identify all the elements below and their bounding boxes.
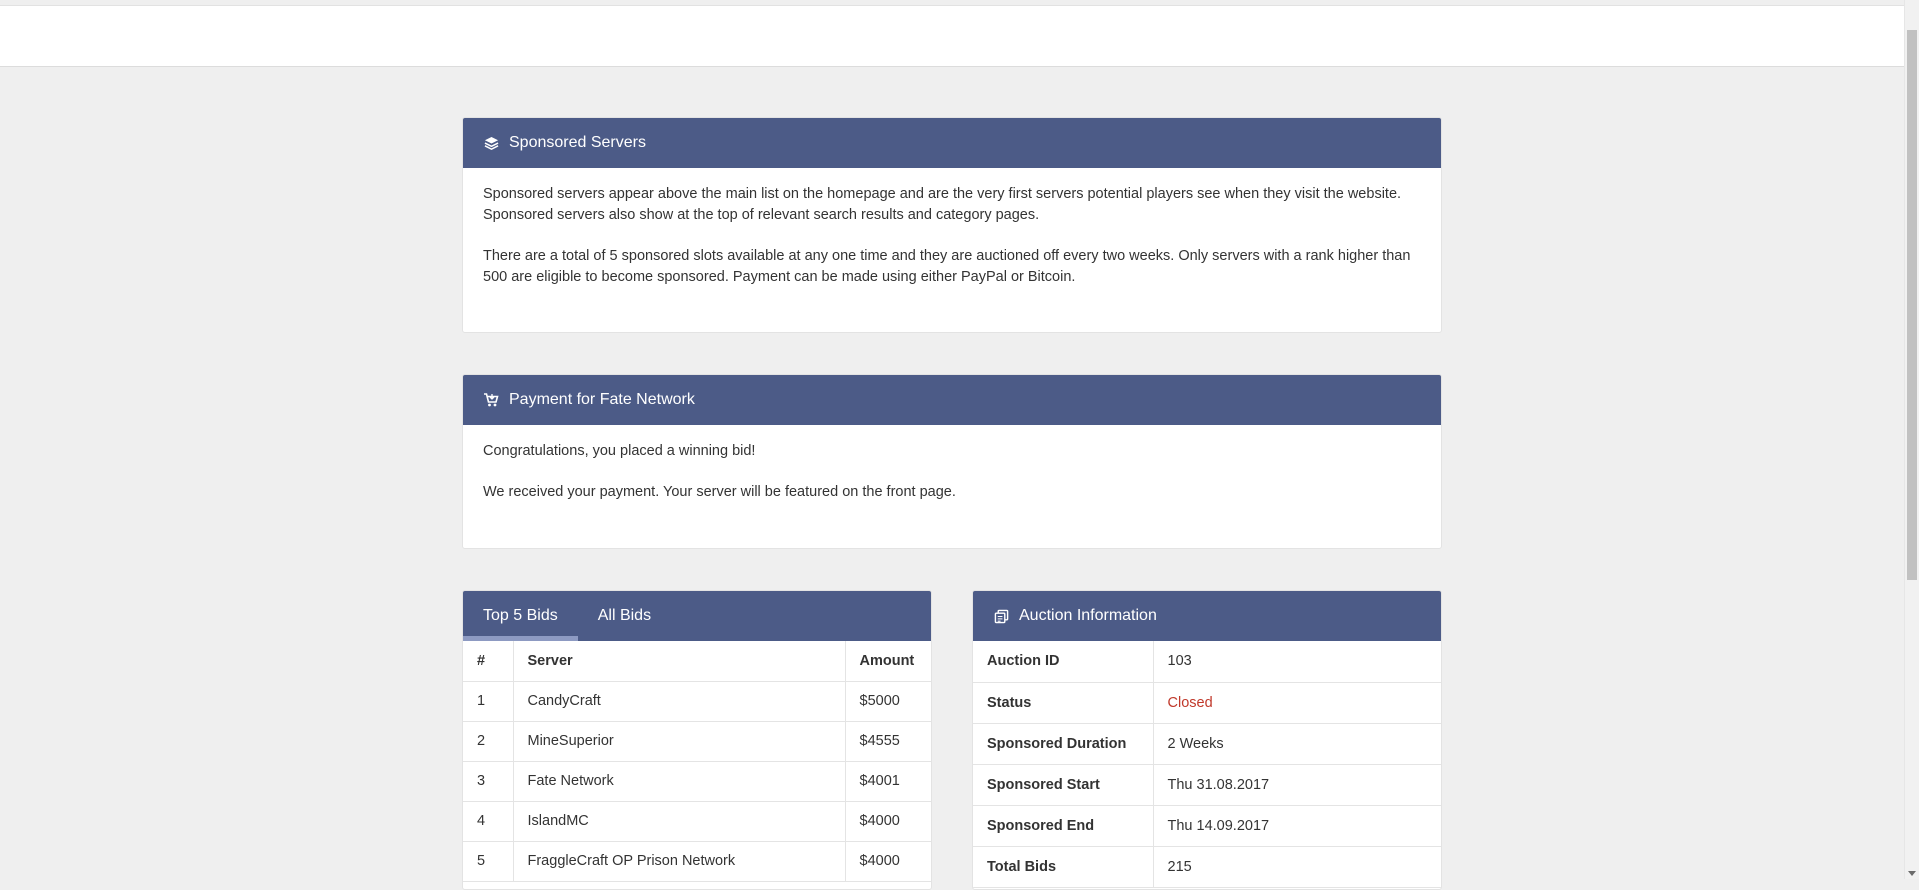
- status-value: Closed: [1153, 682, 1441, 723]
- col-amount: Amount: [845, 641, 931, 681]
- row-amount: $5000: [845, 681, 931, 721]
- info-label: Sponsored Start: [973, 764, 1153, 805]
- row-amount: $4000: [845, 841, 931, 881]
- table-row: [973, 805, 1441, 846]
- info-value: 103: [1153, 641, 1441, 682]
- col-rank: #: [463, 641, 513, 681]
- auction-information-panel: [972, 590, 1442, 890]
- panel-title: Auction Information: [1019, 607, 1157, 624]
- sponsored-slots-info: There are a total of 5 sponsored slots available at any one time and they are auctioned off every two weeks. Only servers with a rank higher than 500 are eligible to become sponsored. Payment can be made using either PayPal or Bitcoin.: [483, 248, 1411, 285]
- row-amount: $4000: [845, 801, 931, 841]
- table-row: [973, 764, 1441, 805]
- scroll-down-arrow-icon[interactable]: [1908, 871, 1916, 876]
- row-amount: $4001: [845, 761, 931, 801]
- row-rank: 3: [463, 761, 513, 801]
- info-label: Status: [973, 682, 1153, 723]
- table-row: [463, 841, 931, 881]
- row-rank: 1: [463, 681, 513, 721]
- top-navbar: [0, 5, 1905, 67]
- bids-panel: [462, 590, 932, 890]
- row-rank: 4: [463, 801, 513, 841]
- table-row: [973, 846, 1441, 887]
- row-amount: $4555: [845, 721, 931, 761]
- row-rank: 5: [463, 841, 513, 881]
- info-label: Auction ID: [973, 641, 1153, 682]
- layers-icon: [483, 135, 499, 151]
- info-value: 215: [1153, 846, 1441, 887]
- bids-table: [463, 641, 931, 882]
- panel-title: Payment for Fate Network: [509, 391, 695, 408]
- panel-title: Sponsored Servers: [509, 134, 646, 151]
- auction-information-header: [973, 591, 1441, 641]
- tab-all-bids[interactable]: All Bids: [597, 607, 652, 624]
- row-server: CandyCraft: [513, 681, 845, 721]
- table-row: [463, 801, 931, 841]
- page-scrollbar[interactable]: [1904, 0, 1919, 879]
- table-row: [463, 721, 931, 761]
- scrollbar-thumb[interactable]: [1907, 30, 1917, 580]
- info-value: 2 Weeks: [1153, 723, 1441, 764]
- info-label: Sponsored Duration: [973, 723, 1153, 764]
- col-server: Server: [513, 641, 845, 681]
- copy-icon: [993, 608, 1009, 624]
- table-row: [463, 761, 931, 801]
- sponsored-servers-header: [463, 118, 1441, 168]
- row-rank: 2: [463, 721, 513, 761]
- table-row: [973, 641, 1441, 682]
- auction-info-table: [973, 641, 1441, 888]
- cart-icon: [483, 392, 499, 408]
- info-value: Thu 14.09.2017: [1153, 805, 1441, 846]
- sponsored-servers-panel: [462, 117, 1442, 333]
- bids-tabs: [463, 591, 931, 641]
- info-label: Total Bids: [973, 846, 1153, 887]
- table-row: [463, 681, 931, 721]
- payment-header: [463, 375, 1441, 425]
- info-value: Thu 31.08.2017: [1153, 764, 1441, 805]
- payment-panel: [462, 374, 1442, 549]
- row-server: FraggleCraft OP Prison Network: [513, 841, 845, 881]
- table-row: [973, 682, 1441, 723]
- table-row: [973, 723, 1441, 764]
- row-server: IslandMC: [513, 801, 845, 841]
- info-label: Sponsored End: [973, 805, 1153, 846]
- row-server: Fate Network: [513, 761, 845, 801]
- winning-bid-message: Congratulations, you placed a winning bid!: [483, 443, 756, 459]
- payment-received-message: We received your payment. Your server will be featured on the front page.: [483, 484, 956, 500]
- table-header-row: [463, 641, 931, 681]
- tab-top-5-bids[interactable]: Top 5 Bids: [463, 591, 578, 641]
- sponsored-description: Sponsored servers appear above the main list on the homepage and are the very first servers potential players see when they visit the website. Sponsored servers also show at the top of relevant search results and category pages.: [483, 186, 1402, 223]
- row-server: MineSuperior: [513, 721, 845, 761]
